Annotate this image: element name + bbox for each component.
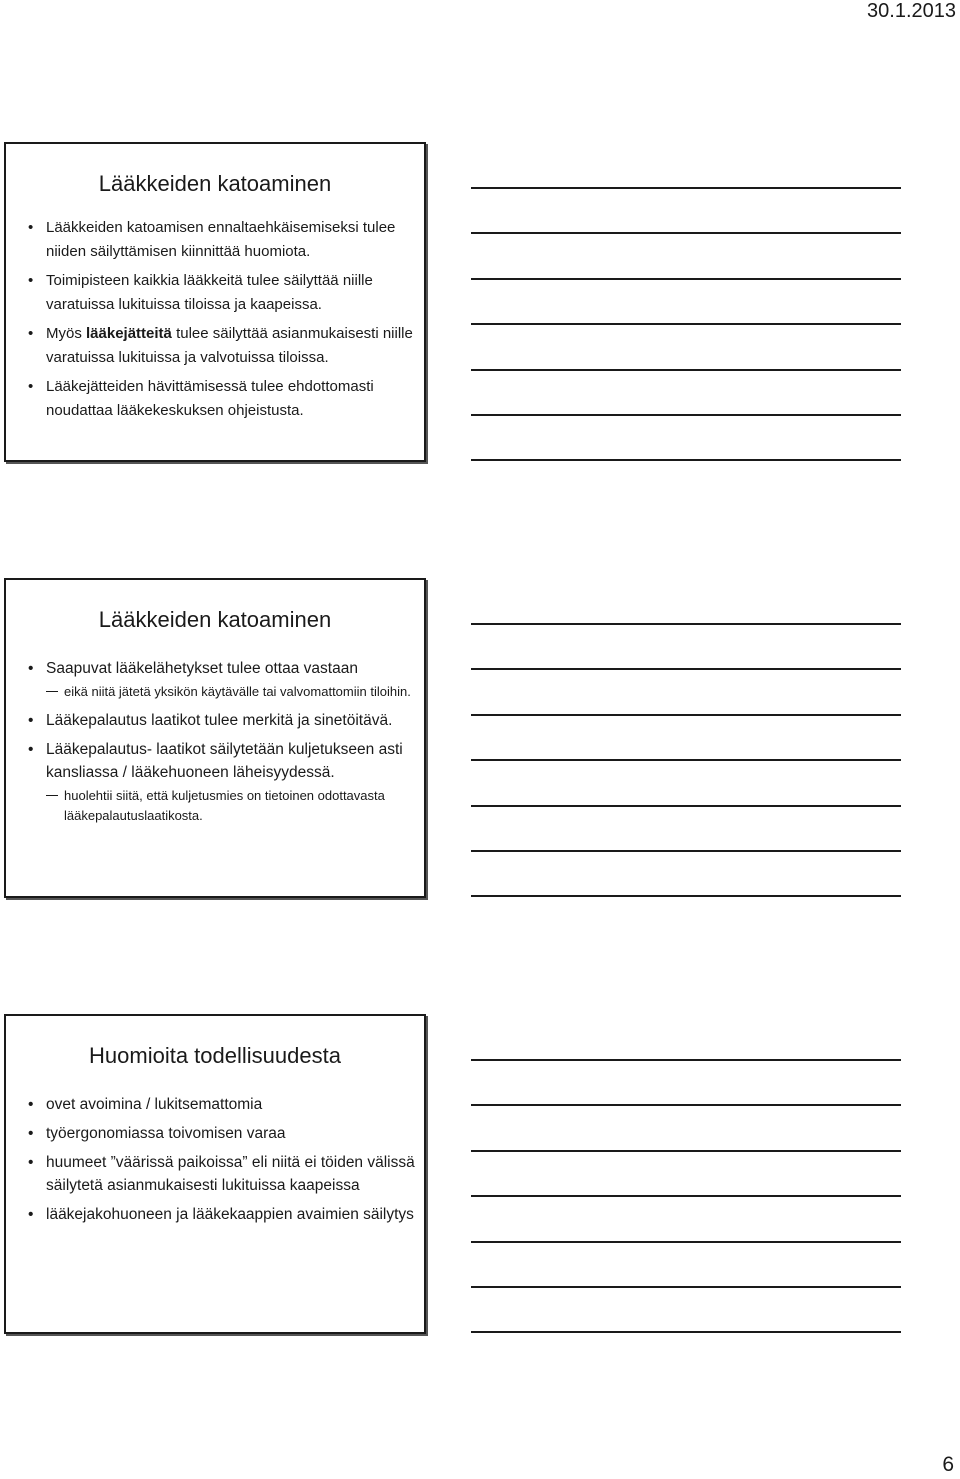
note-line bbox=[471, 1104, 901, 1106]
bullet-item: • Toimipisteen kaikkia lääkkeitä tulee säilyttää niille varatuissa lukituissa tiloissa ja kaapeissa. bbox=[6, 269, 424, 316]
note-line bbox=[471, 459, 901, 461]
page-number: 6 bbox=[942, 1453, 954, 1476]
note-line bbox=[471, 623, 901, 625]
note-line bbox=[471, 1195, 901, 1197]
slide-title: Lääkkeiden katoaminen bbox=[98, 607, 332, 632]
bullet-item: • Lääkkeiden katoamisen ennaltaehkäisemiseksi tulee niiden säilyttämisen kiinnittää huomiota. bbox=[6, 216, 424, 263]
note-line bbox=[471, 714, 901, 716]
slide-title: Lääkkeiden katoaminen bbox=[98, 171, 332, 196]
bullet-item: • huumeet ”väärissä paikoissa” eli niitä ei töiden välissä säilytetä asianmukaisesti lukituissa kaapeissa bbox=[6, 1151, 424, 1197]
note-line bbox=[471, 1286, 901, 1288]
sub-bullet-item: eikä niitä jätetä yksikön käytävälle tai valvomattomiin tiloihin. bbox=[6, 682, 424, 703]
note-line bbox=[471, 759, 901, 761]
bullet-item bbox=[6, 657, 424, 680]
bullet-text: Saapuvat lääkelähetykset tulee ottaa vastaan bbox=[46, 660, 358, 677]
note-line bbox=[471, 895, 901, 897]
sub-bullet-item: huolehtii siitä, että kuljetusmies on tietoinen odottavasta lääkepalautuslaatikosta. bbox=[6, 786, 424, 827]
slide-3 bbox=[4, 1014, 426, 1334]
bullet-list bbox=[6, 657, 424, 680]
bullet-text: Myös bbox=[46, 325, 87, 342]
note-line bbox=[471, 1150, 901, 1152]
note-line bbox=[471, 1241, 901, 1243]
note-line bbox=[471, 323, 901, 325]
note-line bbox=[471, 668, 901, 670]
bullet-item: • työergonomiassa toivomisen varaa bbox=[6, 1122, 424, 1145]
bullet-item: • Lääkepalautus- laatikot säilytetään kuljetukseen asti kansliassa / lääkehuoneen läheisyydessä. bbox=[6, 738, 424, 784]
page-date: 30.1.2013 bbox=[867, 0, 956, 22]
note-line bbox=[471, 414, 901, 416]
bullet-item: • Lääkejätteiden hävittämisessä tulee ehdottomasti noudattaa lääkekeskuksen ohjeistusta. bbox=[6, 375, 424, 422]
note-line bbox=[471, 1059, 901, 1061]
slide-title: Huomioita todellisuudesta bbox=[89, 1043, 341, 1068]
note-line bbox=[471, 850, 901, 852]
bullet-list bbox=[6, 1093, 424, 1226]
bullet-item: • Lääkepalautus laatikot tulee merkitä ja sinetöitävä. bbox=[6, 709, 424, 732]
bullet-list bbox=[6, 709, 424, 784]
note-line bbox=[471, 278, 901, 280]
slide-2 bbox=[4, 578, 426, 898]
note-line bbox=[471, 369, 901, 371]
bullet-item bbox=[6, 322, 424, 369]
bullet-bold-text: lääkejätteitä bbox=[86, 325, 172, 342]
note-line bbox=[471, 805, 901, 807]
slide-1 bbox=[4, 142, 426, 462]
note-line bbox=[471, 232, 901, 234]
note-line bbox=[471, 1331, 901, 1333]
bullet-item: • lääkejakohuoneen ja lääkekaappien avaimien säilytys bbox=[6, 1203, 424, 1226]
bullet-list bbox=[6, 216, 424, 422]
bullet-text: tulee säilyttää asianmukaisesti niille varatuissa lukituissa ja valvotuissa tiloissa. bbox=[46, 325, 413, 366]
bullet-item: • ovet avoimina / lukitsemattomia bbox=[6, 1093, 424, 1116]
note-line bbox=[471, 187, 901, 189]
